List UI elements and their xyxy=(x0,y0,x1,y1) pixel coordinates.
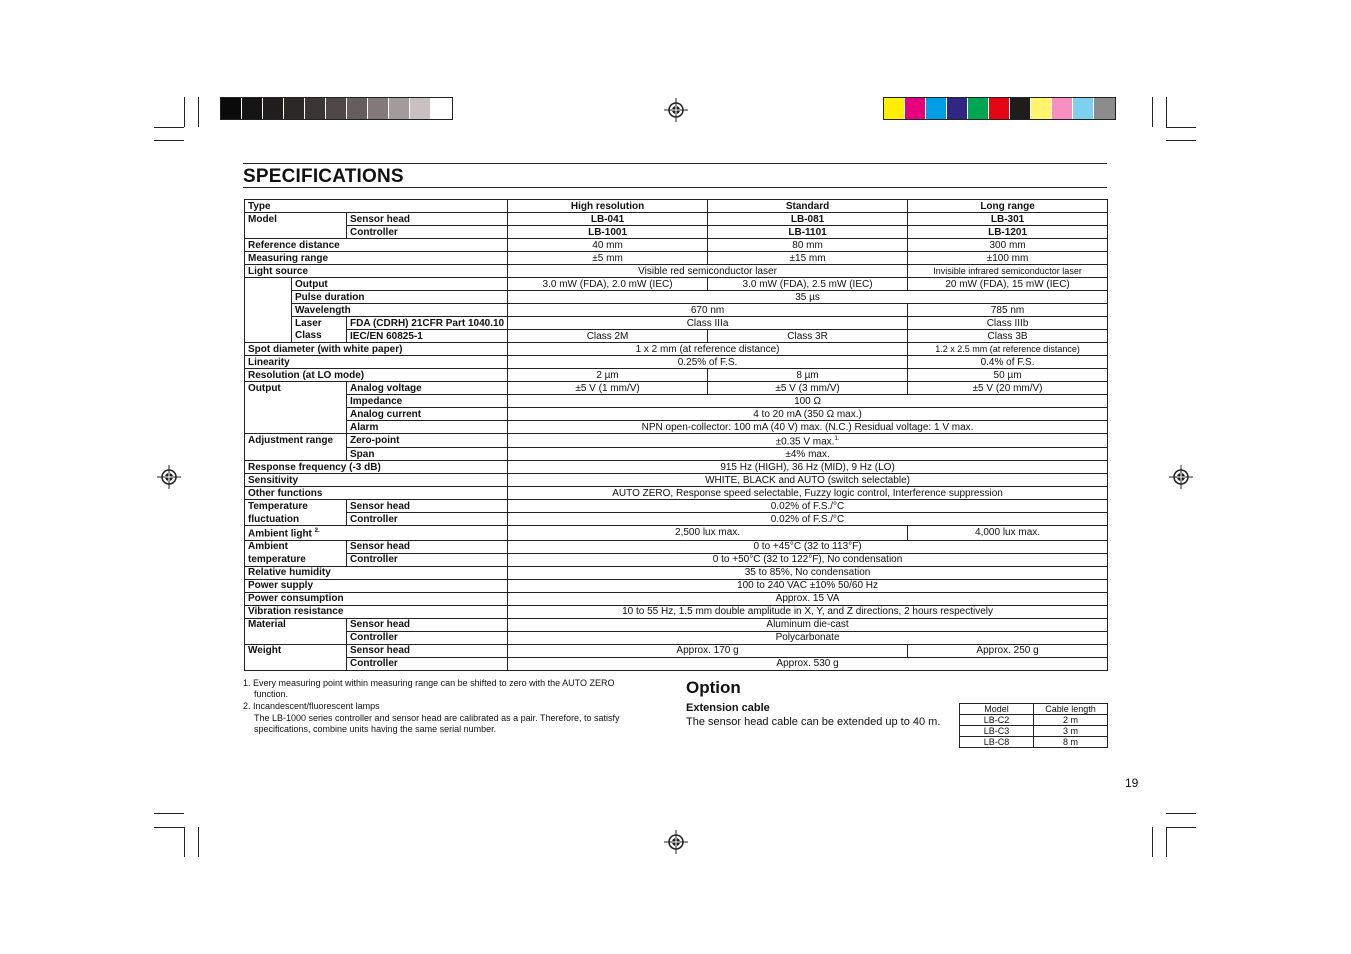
table-row xyxy=(245,239,1108,252)
empty-cell xyxy=(245,631,347,644)
table-row xyxy=(245,434,1108,448)
cell: ±5 V (3 mm/V) xyxy=(708,382,908,395)
empty-cell xyxy=(245,395,347,408)
cell: WHITE, BLACK and AUTO (switch selectable) xyxy=(508,474,1108,487)
sub-label: Controller xyxy=(347,631,508,644)
table-row xyxy=(245,631,1108,644)
cell: Approx. 530 g xyxy=(508,657,1108,670)
row-label: Vibration resistance xyxy=(245,605,508,618)
color-swatch xyxy=(989,98,1010,119)
color-swatch xyxy=(242,98,263,119)
crop-mark xyxy=(1166,827,1196,828)
row-label: Temperature xyxy=(245,500,347,513)
registration-target-icon xyxy=(157,465,181,489)
table-row xyxy=(245,265,1108,278)
cell: 0.02% of F.S./°C xyxy=(508,513,1108,526)
color-swatch xyxy=(905,98,926,119)
color-swatch xyxy=(1010,98,1031,119)
table-row xyxy=(960,726,1108,737)
sub-label: Controller xyxy=(347,657,508,670)
sub-label: Analog current xyxy=(347,408,508,421)
color-swatch xyxy=(1073,98,1094,119)
crop-mark xyxy=(1152,97,1153,127)
color-swatch xyxy=(410,98,431,119)
cell: LB-C8 xyxy=(960,737,1034,748)
cell: 3.0 mW (FDA), 2.0 mW (IEC) xyxy=(508,278,708,291)
table-row xyxy=(245,421,1108,434)
table-row xyxy=(245,408,1108,421)
crop-mark xyxy=(154,140,184,141)
table-row xyxy=(245,291,1108,304)
cell: 10 to 55 Hz, 1.5 mm double amplitude in X, Y, and Z directions, 2 hours respectively xyxy=(508,605,1108,618)
cell: 670 nm xyxy=(508,304,908,317)
empty-cell xyxy=(245,330,292,343)
empty-cell xyxy=(245,291,292,304)
cell: AUTO ZERO, Response speed selectable, Fuzzy logic control, Interference suppression xyxy=(508,487,1108,500)
row-label: Material xyxy=(245,618,347,631)
cell: 40 mm xyxy=(508,239,708,252)
row-label: Spot diameter (with white paper) xyxy=(245,343,508,356)
color-swatch xyxy=(1052,98,1073,119)
color-swatch xyxy=(968,98,989,119)
cell: LB-301 xyxy=(908,213,1108,226)
row-label: Reference distance xyxy=(245,239,508,252)
cell: 3.0 mW (FDA), 2.5 mW (IEC) xyxy=(708,278,908,291)
cell: 80 mm xyxy=(708,239,908,252)
cmyk-color-bar xyxy=(883,97,1116,120)
footnote-ref: 1. xyxy=(834,436,840,442)
sub-label: Class xyxy=(292,330,347,343)
table-row xyxy=(245,356,1108,369)
cell: 8 µm xyxy=(708,369,908,382)
cell: 8 m xyxy=(1034,737,1108,748)
option-subtitle: Extension cable xyxy=(686,702,770,714)
sub-label: Laser xyxy=(292,317,347,330)
color-swatch xyxy=(389,98,410,119)
row-label xyxy=(245,526,508,540)
row-label: Power supply xyxy=(245,579,508,592)
crop-mark xyxy=(1166,140,1196,141)
cell: LB-1001 xyxy=(508,226,708,239)
title-underline xyxy=(243,187,1107,188)
option-title: Option xyxy=(686,678,741,697)
cell: Approx. 15 VA xyxy=(508,592,1108,605)
table-row xyxy=(245,278,1108,291)
row-label: Resolution (at LO mode) xyxy=(245,369,508,382)
crop-mark xyxy=(154,127,184,128)
cell: 50 µm xyxy=(908,369,1108,382)
cell: 1.2 x 2.5 mm (at reference distance) xyxy=(908,343,1108,356)
footnote-2: 2. Incandescent/fluorescent lamps xyxy=(243,701,380,711)
cell: LB-1201 xyxy=(908,226,1108,239)
table-row xyxy=(245,592,1108,605)
table-row xyxy=(245,382,1108,395)
table-row xyxy=(245,526,1108,540)
row-label: temperature xyxy=(245,553,347,566)
empty-cell xyxy=(245,304,292,317)
cell: Visible red semiconductor laser xyxy=(508,265,908,278)
cell: 2 µm xyxy=(508,369,708,382)
cell: ±4% max. xyxy=(508,448,1108,461)
empty-cell xyxy=(245,421,347,434)
cell: LB-1101 xyxy=(708,226,908,239)
cell: 0 to +45°C (32 to 113°F) xyxy=(508,540,1108,553)
sub-label: Sensor head xyxy=(347,213,508,226)
color-swatch xyxy=(263,98,284,119)
table-row xyxy=(245,226,1108,239)
sub-label: Output xyxy=(292,278,508,291)
cell: 3 m xyxy=(1034,726,1108,737)
row-label: Other functions xyxy=(245,487,508,500)
cell: ±5 mm xyxy=(508,252,708,265)
cell: 0 to +50°C (32 to 122°F), No condensation xyxy=(508,553,1108,566)
cell xyxy=(508,434,1108,448)
cell: 4 to 20 mA (350 Ω max.) xyxy=(508,408,1108,421)
cell: ±5 V (20 mm/V) xyxy=(908,382,1108,395)
specifications-table xyxy=(244,199,1108,671)
sub-label: Controller xyxy=(347,553,508,566)
registration-target-icon xyxy=(664,830,688,854)
footnote-ref: 2. xyxy=(314,528,320,535)
crop-mark xyxy=(198,97,199,127)
cell: 0.02% of F.S./°C xyxy=(508,500,1108,513)
empty-cell xyxy=(245,278,292,291)
table-row xyxy=(245,618,1108,631)
table-row xyxy=(245,566,1108,579)
row-label: Type xyxy=(245,200,508,213)
ambient-light-label: Ambient light xyxy=(248,528,312,540)
sub-label: Impedance xyxy=(347,395,508,408)
crop-mark xyxy=(198,827,199,857)
table-row xyxy=(245,213,1108,226)
row-label: Model xyxy=(245,213,347,226)
table-row xyxy=(960,704,1108,715)
column-header: High resolution xyxy=(508,200,708,213)
cell: NPN open-collector: 100 mA (40 V) max. (N.C.) Residual voltage: 1 V max. xyxy=(508,421,1108,434)
sub-label: Wavelength xyxy=(292,304,508,317)
sub-label: Zero-point xyxy=(347,434,508,448)
sub-label: Analog voltage xyxy=(347,382,508,395)
crop-mark xyxy=(1166,813,1196,814)
sub-label: FDA (CDRH) 21CFR Part 1040.10 xyxy=(347,317,508,330)
crop-mark xyxy=(1166,827,1167,857)
table-row xyxy=(245,513,1108,526)
cell: 4,000 lux max. xyxy=(908,526,1108,540)
empty-cell xyxy=(245,317,292,330)
sub-label: Pulse duration xyxy=(292,291,508,304)
registration-target-icon xyxy=(664,98,688,122)
top-rule xyxy=(243,163,1107,164)
column-header: Cable length xyxy=(1034,704,1108,715)
color-swatch xyxy=(221,98,242,119)
table-row xyxy=(245,448,1108,461)
cell: 0.4% of F.S. xyxy=(908,356,1108,369)
column-header: Long range xyxy=(908,200,1108,213)
sub-label: Span xyxy=(347,448,508,461)
table-row xyxy=(245,605,1108,618)
sub-label: Sensor head xyxy=(347,618,508,631)
table-row xyxy=(245,644,1108,657)
cell: 915 Hz (HIGH), 36 Hz (MID), 9 Hz (LO) xyxy=(508,461,1108,474)
footnote-1: 1. Every measuring point within measuring range can be shifted to zero with the AUTO ZERO xyxy=(243,678,615,688)
sub-label: Sensor head xyxy=(347,500,508,513)
crop-mark xyxy=(154,827,184,828)
empty-cell xyxy=(245,657,347,670)
table-row xyxy=(960,737,1108,748)
table-row xyxy=(245,487,1108,500)
row-label: Sensitivity xyxy=(245,474,508,487)
table-row xyxy=(245,395,1108,408)
cell: 0.25% of F.S. xyxy=(508,356,908,369)
page-number: 19 xyxy=(1125,776,1139,790)
crop-mark xyxy=(1166,127,1196,128)
cell: ±5 V (1 mm/V) xyxy=(508,382,708,395)
sub-label: Controller xyxy=(347,226,508,239)
cell: 35 to 85%, No condensation xyxy=(508,566,1108,579)
sub-label: Controller xyxy=(347,513,508,526)
table-row xyxy=(245,540,1108,553)
row-label: Measuring range xyxy=(245,252,508,265)
cable-table xyxy=(959,703,1108,748)
crop-mark xyxy=(184,97,185,127)
table-row xyxy=(245,304,1108,317)
color-swatch xyxy=(326,98,347,119)
row-label: Linearity xyxy=(245,356,508,369)
calibration-note-cont: specifications, combine units having the same serial number. xyxy=(254,724,497,734)
cell: LB-C3 xyxy=(960,726,1034,737)
cell: 300 mm xyxy=(908,239,1108,252)
sub-label: Sensor head xyxy=(347,644,508,657)
empty-cell xyxy=(245,408,347,421)
page-title: SPECIFICATIONS xyxy=(243,166,404,187)
cell: Class 3R xyxy=(708,330,908,343)
sub-label: Sensor head xyxy=(347,540,508,553)
row-label: Weight xyxy=(245,644,347,657)
table-row xyxy=(245,579,1108,592)
cell: Polycarbonate xyxy=(508,631,1108,644)
cell: Class IIIa xyxy=(508,317,908,330)
color-swatch xyxy=(368,98,389,119)
sub-label: IEC/EN 60825-1 xyxy=(347,330,508,343)
row-label: fluctuation xyxy=(245,513,347,526)
table-row xyxy=(245,200,1108,213)
column-header: Standard xyxy=(708,200,908,213)
cell: Class 3B xyxy=(908,330,1108,343)
row-label: Relative humidity xyxy=(245,566,508,579)
table-row xyxy=(245,330,1108,343)
color-swatch xyxy=(926,98,947,119)
cell: 2,500 lux max. xyxy=(508,526,908,540)
crop-mark xyxy=(1166,97,1167,127)
cell: 35 µs xyxy=(508,291,1108,304)
cell: Approx. 170 g xyxy=(508,644,908,657)
option-description: The sensor head cable can be extended up to 40 m. xyxy=(686,716,941,728)
crop-mark xyxy=(184,827,185,857)
cell: 20 mW (FDA), 15 mW (IEC) xyxy=(908,278,1108,291)
table-row xyxy=(245,343,1108,356)
cell: 100 Ω xyxy=(508,395,1108,408)
empty-cell xyxy=(245,226,347,239)
cell: 1 x 2 mm (at reference distance) xyxy=(508,343,908,356)
color-swatch xyxy=(1094,98,1115,119)
cell: 2 m xyxy=(1034,715,1108,726)
cell: ±100 mm xyxy=(908,252,1108,265)
color-swatch xyxy=(305,98,326,119)
table-row xyxy=(245,500,1108,513)
color-swatch xyxy=(431,98,452,119)
empty-cell xyxy=(245,448,347,461)
cell: Class 2M xyxy=(508,330,708,343)
cell: LB-C2 xyxy=(960,715,1034,726)
crop-mark xyxy=(1152,827,1153,857)
color-swatch xyxy=(884,98,905,119)
zero-point-value: ±0.35 V max. xyxy=(775,436,835,448)
sub-label: Alarm xyxy=(347,421,508,434)
cell: LB-041 xyxy=(508,213,708,226)
table-row xyxy=(245,317,1108,330)
cell: 785 nm xyxy=(908,304,1108,317)
row-label: Response frequency (-3 dB) xyxy=(245,461,508,474)
cell: 100 to 240 VAC ±10% 50/60 Hz xyxy=(508,579,1108,592)
color-swatch xyxy=(347,98,368,119)
footnote-1-cont: function. xyxy=(254,689,289,699)
cell: ±15 mm xyxy=(708,252,908,265)
color-swatch xyxy=(284,98,305,119)
cell: Invisible infrared semiconductor laser xyxy=(908,265,1108,278)
column-header: Model xyxy=(960,704,1034,715)
table-row xyxy=(245,657,1108,670)
crop-mark xyxy=(154,813,184,814)
row-label: Output xyxy=(245,382,347,395)
row-label: Power consumption xyxy=(245,592,508,605)
grayscale-color-bar xyxy=(220,97,453,120)
color-swatch xyxy=(947,98,968,119)
table-row xyxy=(245,553,1108,566)
table-row xyxy=(245,474,1108,487)
table-row xyxy=(245,252,1108,265)
cell: LB-081 xyxy=(708,213,908,226)
table-row xyxy=(245,461,1108,474)
cell: Aluminum die-cast xyxy=(508,618,1108,631)
table-row xyxy=(245,369,1108,382)
cell: Class IIIb xyxy=(908,317,1108,330)
registration-target-icon xyxy=(1169,465,1193,489)
table-row xyxy=(960,715,1108,726)
row-label: Ambient xyxy=(245,540,347,553)
row-label: Light source xyxy=(245,265,508,278)
calibration-note: The LB-1000 series controller and sensor head are calibrated as a pair. Therefore, to satisfy xyxy=(254,713,620,723)
color-swatch xyxy=(1031,98,1052,119)
row-label: Adjustment range xyxy=(245,434,347,448)
cell: Approx. 250 g xyxy=(908,644,1108,657)
